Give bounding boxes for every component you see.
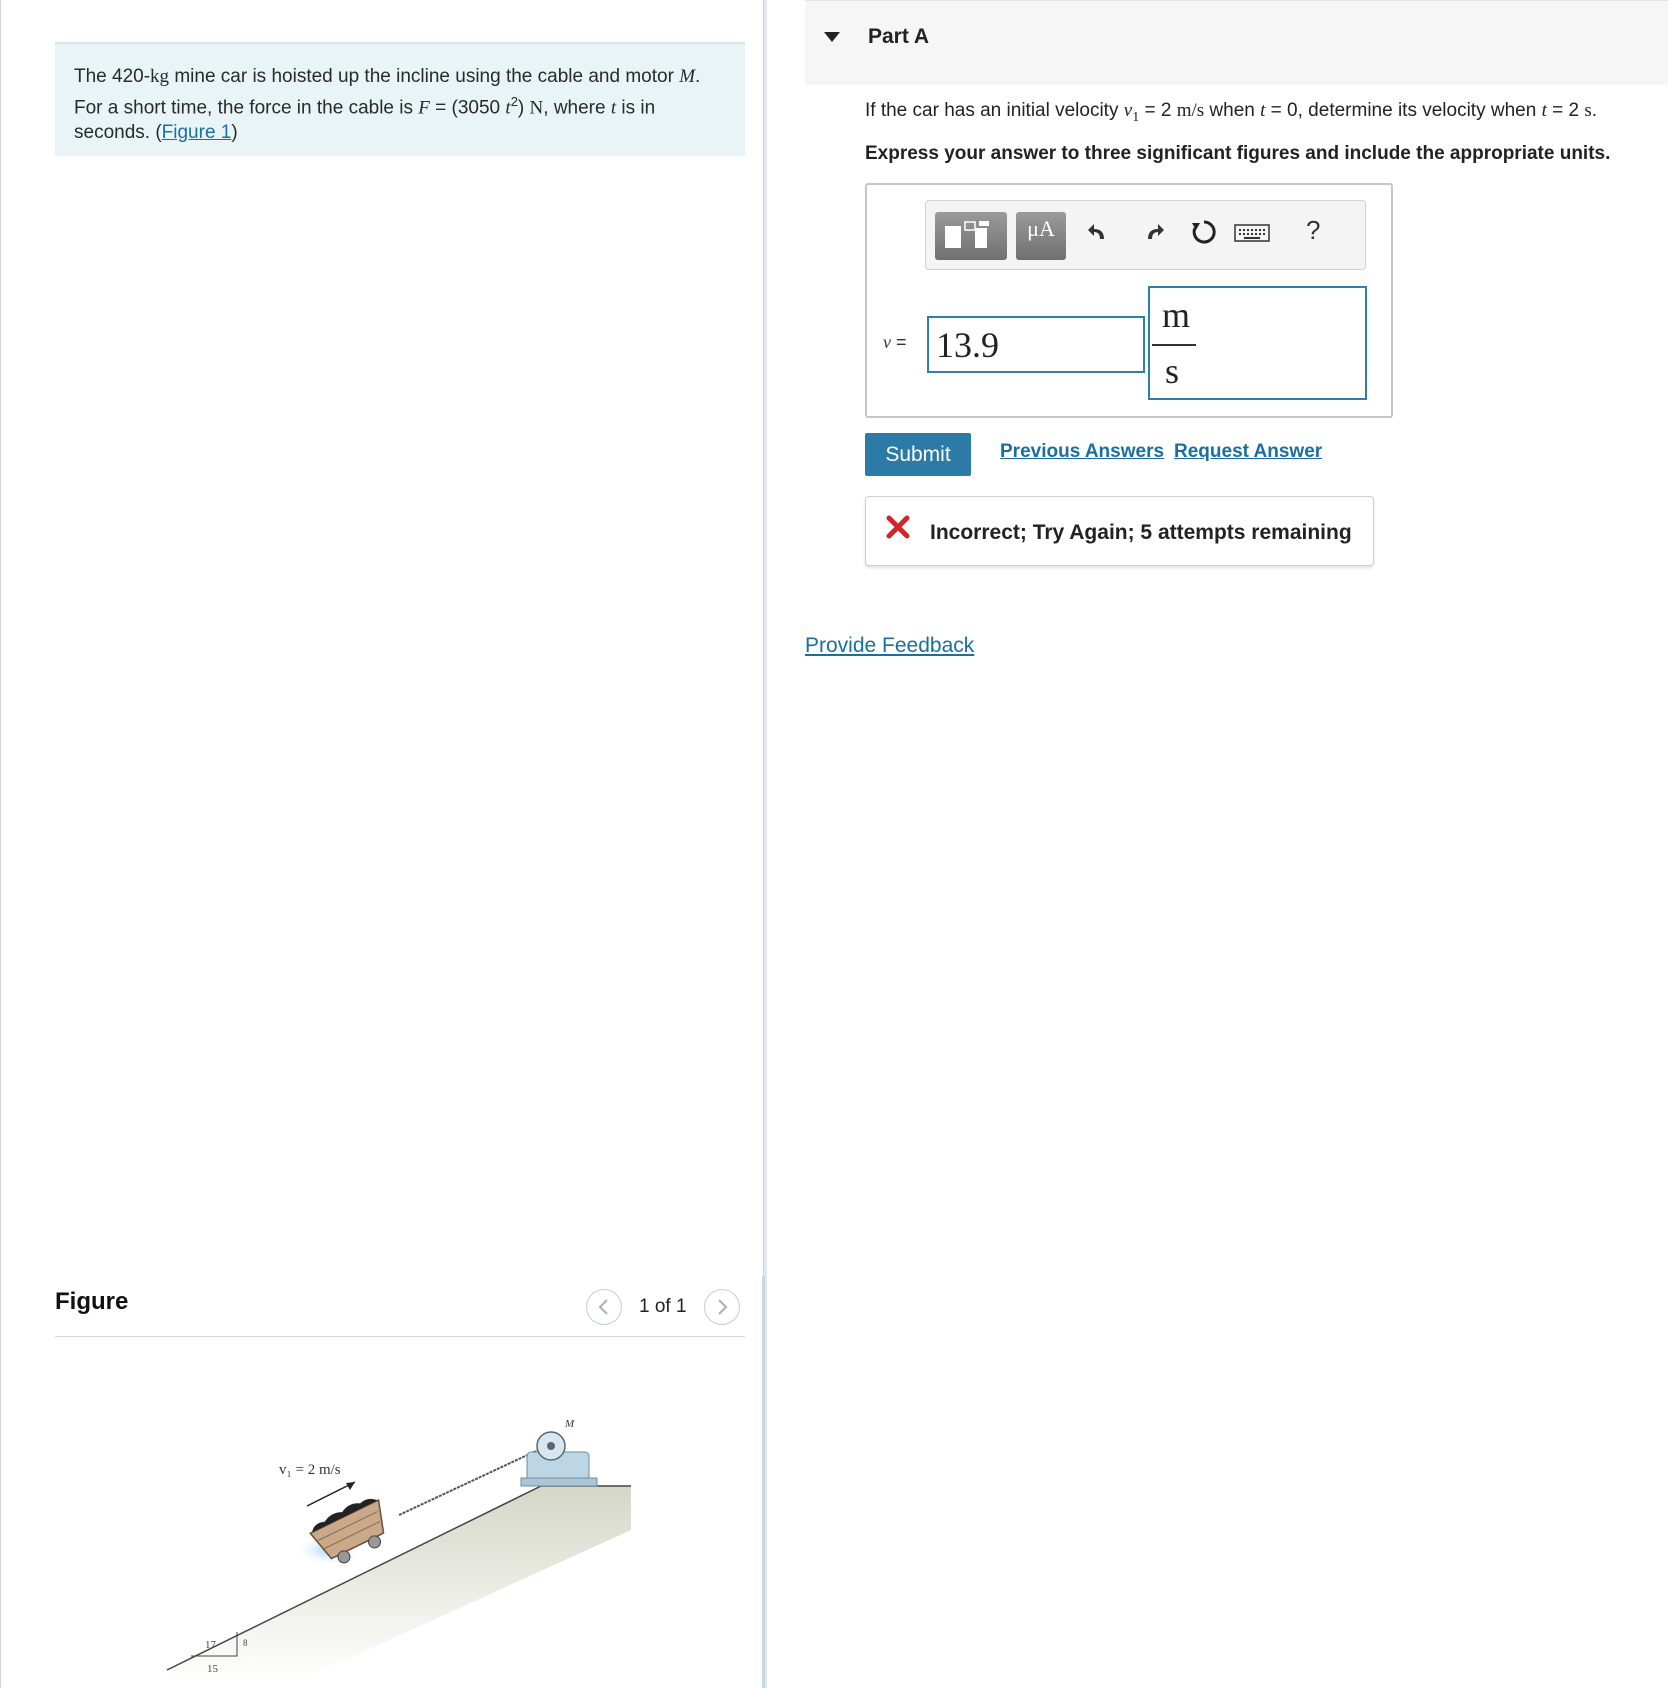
problem-text: = (3050 <box>429 97 506 119</box>
error-x-icon <box>886 515 910 539</box>
problem-text: is in seconds. ( <box>74 97 656 144</box>
mine-car-figure <box>151 1410 641 1680</box>
figure-link[interactable]: Figure 1 <box>161 122 232 144</box>
slope-base-label: 15 <box>207 1663 218 1675</box>
motor-hub <box>547 1442 555 1450</box>
problem-statement <box>55 42 745 156</box>
templates-button[interactable] <box>935 212 1007 260</box>
var-t: t <box>610 97 617 119</box>
answer-label: v = <box>883 332 907 352</box>
part-a-header[interactable] <box>805 0 1668 85</box>
caret-down-icon[interactable] <box>823 31 841 43</box>
exponent: 2 <box>510 94 518 109</box>
part-title: Part A <box>868 25 930 48</box>
slope-hyp-label: 17 <box>205 1639 216 1651</box>
request-answer-link[interactable]: Request Answer <box>1174 441 1323 462</box>
problem-text: . For a short time, the force in the cable is <box>74 66 701 119</box>
figure-next-button[interactable] <box>704 1289 740 1325</box>
figure-header <box>55 1280 745 1337</box>
unit-n: N <box>529 97 544 119</box>
var-f: F <box>418 97 430 119</box>
fraction-bar <box>1152 344 1196 346</box>
undo-icon[interactable] <box>1086 219 1112 245</box>
figure-counter: 1 of 1 <box>639 1296 687 1317</box>
answer-instruction: Express your answer to three significant figures and include the appropriate units. <box>865 143 1611 164</box>
redo-icon[interactable] <box>1140 219 1166 245</box>
reset-icon[interactable] <box>1189 217 1219 247</box>
unit-kg: kg <box>150 66 170 87</box>
problem-text: The 420- <box>74 66 151 87</box>
figure-prev-button[interactable] <box>586 1289 622 1325</box>
previous-answers-link[interactable]: Previous Answers <box>1000 441 1165 462</box>
problem-text: ) <box>231 122 238 144</box>
chevron-right-icon <box>715 1298 729 1316</box>
problem-text: mine car is hoisted up the incline using the cable and motor <box>169 66 674 87</box>
figure-title: Figure <box>55 1288 129 1315</box>
submit-button[interactable]: Submit <box>865 433 971 476</box>
unit-numerator: m <box>1162 295 1191 335</box>
problem-text: , where <box>543 97 611 119</box>
provide-feedback-link[interactable]: Provide Feedback <box>805 634 975 657</box>
feedback-message <box>865 496 1374 566</box>
templates-icon <box>935 212 1007 260</box>
feedback-text: Incorrect; Try Again; 5 attempts remaining <box>930 521 1352 544</box>
unit-input[interactable] <box>1148 286 1367 400</box>
velocity-label: v₁ = 2 m/s <box>279 1462 341 1478</box>
motor-label: M <box>565 1418 575 1430</box>
var-t: t <box>505 97 511 119</box>
unit-denominator: s <box>1165 351 1180 391</box>
help-button[interactable]: ? <box>1306 215 1321 245</box>
answer-box <box>865 183 1393 418</box>
motor-foot <box>521 1478 597 1486</box>
problem-text: ) <box>517 97 530 119</box>
slope-rise-label: 8 <box>243 1638 248 1648</box>
pane-divider-handle[interactable] <box>762 1276 765 1688</box>
value-input[interactable]: 13.9 <box>927 316 1145 373</box>
math-toolbar <box>925 200 1366 270</box>
symbols-button[interactable]: μA <box>1016 212 1066 260</box>
left-pane <box>0 0 764 1688</box>
question-text: If the car has an initial velocity $v_1 = 2$ m/s when t = 0, determine its velocity when t = 2 s. <box>865 100 1598 125</box>
var-m: M <box>679 66 696 87</box>
chevron-left-icon <box>597 1298 611 1316</box>
keyboard-icon[interactable] <box>1234 223 1270 243</box>
